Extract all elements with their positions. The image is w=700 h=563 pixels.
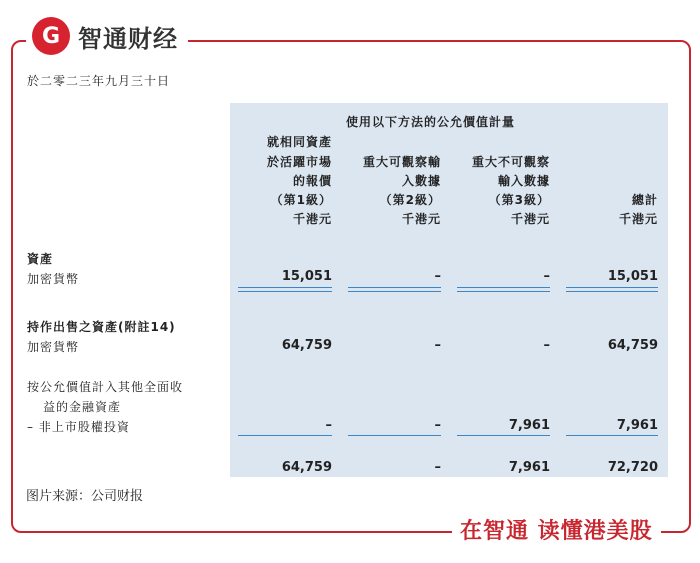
rule: [238, 291, 332, 292]
section-heading-assets: 資產: [27, 252, 54, 266]
rule: [238, 287, 332, 288]
cell-hfs-l1: 64,759: [281, 338, 332, 353]
section-heading-fvoci-line2: 益的金融資產: [43, 400, 122, 414]
cell-total-l2: –: [434, 460, 441, 475]
col2-header-unit: 千港元: [401, 212, 441, 226]
cell-hfs-total: 64,759: [607, 338, 658, 353]
cell-assets-l1: 15,051: [281, 269, 332, 284]
cell-total-l1: 64,759: [281, 460, 332, 475]
col2-header-line3: （第2級）: [379, 193, 441, 207]
cell-fvoci-l3: 7,961: [508, 418, 550, 433]
col1-header-line2: 於活躍市場: [266, 155, 332, 169]
rule: [348, 291, 441, 292]
rule: [348, 287, 441, 288]
section-heading-held-for-sale: 持作出售之資產(附註14): [27, 320, 176, 334]
section-heading-fvoci-line1: 按公允價值計入其他全面收: [27, 380, 184, 394]
col3-header-line3: （第3級）: [488, 193, 550, 207]
col1-header-line3: 的報價: [292, 174, 332, 188]
cell-fvoci-l2: –: [434, 418, 441, 433]
rule: [566, 435, 658, 436]
rule: [457, 287, 550, 288]
col2-header-line1: 重大可觀察輸: [362, 155, 441, 169]
cell-hfs-l3: –: [543, 338, 550, 353]
cell-assets-l2: –: [434, 269, 441, 284]
cell-fvoci-l1: –: [325, 418, 332, 433]
col1-header-line1: 就相同資產: [266, 135, 332, 149]
col1-header-unit: 千港元: [292, 212, 332, 226]
brand-slogan: 在智通 读懂港美股: [452, 514, 661, 545]
row-label-crypto: 加密貨幣: [27, 272, 80, 286]
rule: [457, 291, 550, 292]
col1-header-line4: （第1級）: [270, 193, 332, 207]
logo-mark-icon: G: [32, 17, 70, 55]
rule: [348, 435, 441, 436]
row-label-unlisted-equity: – 非上市股權投資: [27, 420, 130, 434]
rule: [566, 291, 658, 292]
group-header: 使用以下方法的公允價值計量: [346, 115, 516, 129]
brand-logo: [26, 14, 188, 58]
col4-header-unit: 千港元: [618, 212, 658, 226]
cell-fvoci-total: 7,961: [616, 418, 658, 433]
col3-header-line1: 重大不可觀察: [471, 155, 550, 169]
cell-assets-l3: –: [543, 269, 550, 284]
cell-total-l3: 7,961: [508, 460, 550, 475]
row-label-crypto-hfs: 加密貨幣: [27, 340, 80, 354]
col3-header-unit: 千港元: [510, 212, 550, 226]
cell-hfs-l2: –: [434, 338, 441, 353]
col3-header-line2: 輸入數據: [497, 174, 550, 188]
rule: [238, 435, 332, 436]
cell-total-grand: 72,720: [607, 460, 658, 475]
col2-header-line2: 入數據: [401, 174, 441, 188]
rule: [566, 287, 658, 288]
col4-header-line1: 總計: [631, 193, 658, 207]
source-note: 图片来源：公司财报: [26, 485, 149, 504]
brand-name: 智通财经: [78, 24, 178, 53]
date-caption: 於二零二三年九月三十日: [27, 74, 171, 88]
cell-assets-total: 15,051: [607, 269, 658, 284]
rule: [457, 435, 550, 436]
